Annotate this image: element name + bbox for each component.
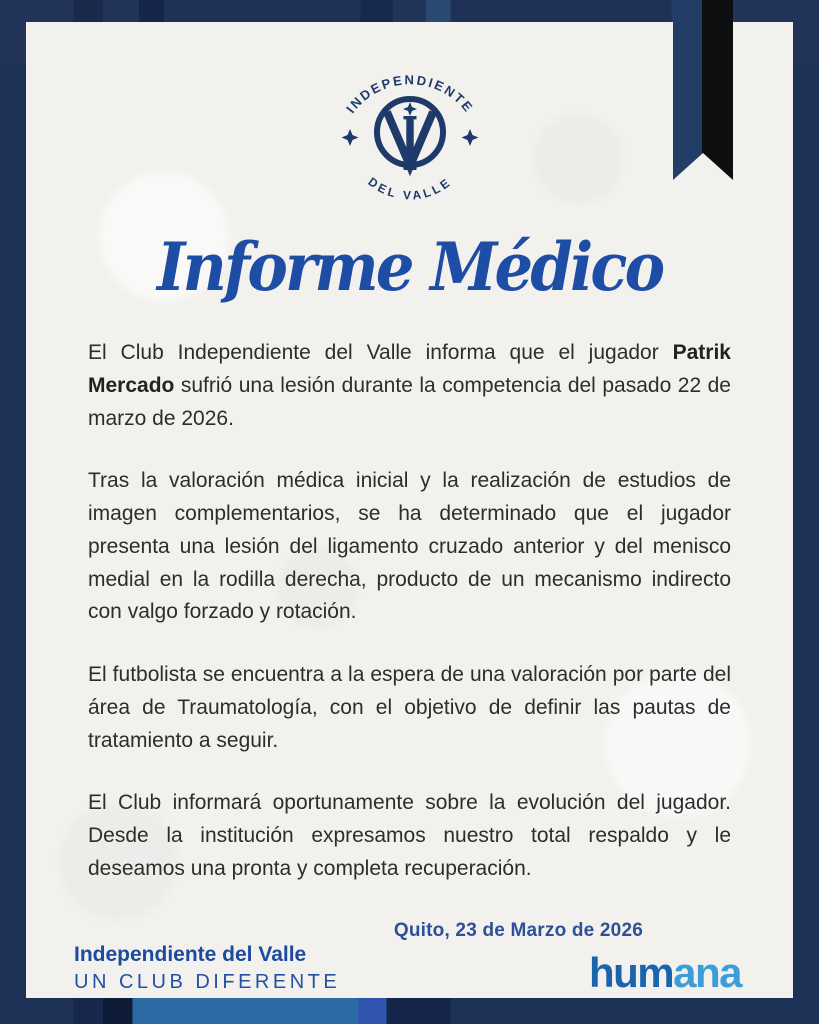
ribbon-navy-stripe (673, 0, 702, 180)
club-name: Independiente del Valle (74, 942, 307, 966)
footer (26, 942, 793, 1024)
svg-text:DEL VALLE (365, 175, 454, 202)
club-slogan: UN CLUB DIFERENTE (74, 970, 341, 993)
crest-star-right (461, 129, 478, 146)
sponsor-logo-dark: hum (588, 948, 674, 996)
crest-star-top (403, 102, 417, 116)
memorial-ribbon (673, 0, 733, 180)
player-name-bold: Patrik Mercado (88, 341, 731, 397)
paragraph-intro: El Club Independiente del Valle informa que el jugador Patrik Mercado sufrió una lesión durante la competencia del pasado 22 de marzo de 2026. (88, 341, 731, 430)
footer-club-block (74, 942, 340, 994)
date-line: Quito, 23 de Marzo de 2026 (393, 919, 643, 941)
sponsor-logo-light: ana (673, 948, 741, 996)
club-crest-svg (335, 52, 485, 202)
crest-star-left (341, 129, 358, 146)
sponsor-logo (588, 948, 741, 996)
club-crest-logo (335, 52, 485, 202)
paragraph-diagnosis: Tras la valoración médica inicial y la realización de estudios de imagen complementarios, se ha determinado que el jugador presenta una lesión del ligamento cruzado anterior y del menisco medial en la rodilla derecha, producto de un mecanismo indirecto con valgo forzado y rotación. (88, 469, 731, 624)
report-body (88, 337, 731, 916)
crest-arc-bottom-text: DEL VALLE (365, 174, 454, 202)
ribbon-black-stripe (702, 0, 733, 180)
page-title: Informe Médico (156, 228, 663, 306)
paragraph-closing: El Club informará oportunamente sobre la evolución del jugador. Desde la institución expresamos nuestro total respaldo y le deseamos una pronta y completa recuperación. (88, 791, 731, 880)
paragraph-evaluation: El futbolista se encuentra a la espera de una valoración por parte del área de Traumatología, con el objetivo de definir las pautas de tratamiento a seguir. (88, 663, 731, 752)
crest-arc-top-text: INDEPENDIENTE (342, 72, 477, 116)
